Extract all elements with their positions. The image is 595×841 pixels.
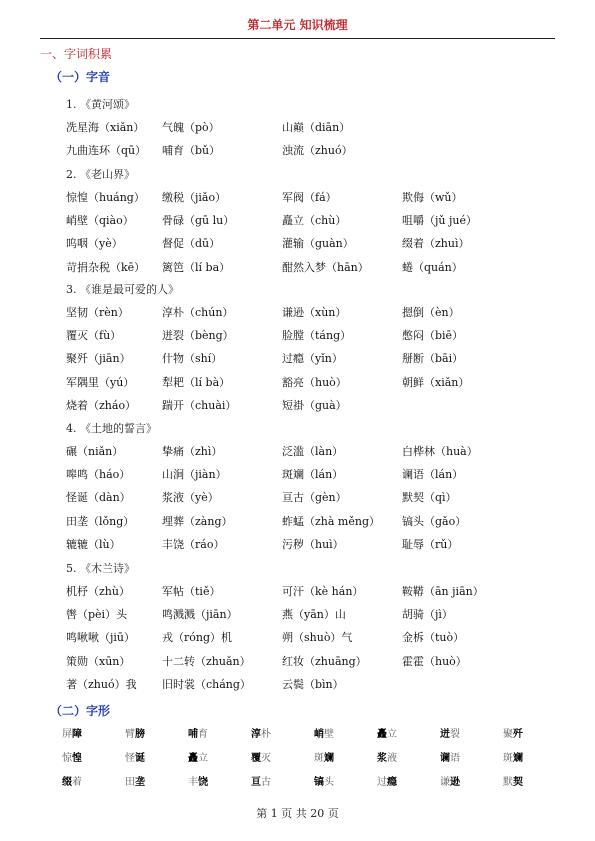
- word-plain-part: 语: [450, 753, 460, 764]
- word-entry: 朔（shuò）气: [282, 631, 353, 645]
- word-entry: 默契（qì）: [402, 491, 457, 505]
- character-form-word: [125, 749, 145, 764]
- character-form-word: [314, 749, 334, 764]
- word-entry: 九曲连环（qū）: [66, 144, 147, 158]
- word-plain-part: 斑: [314, 753, 324, 764]
- word-entry: 亘古（gèn）: [282, 491, 347, 505]
- word-entry: 胡骑（jì）: [402, 608, 453, 622]
- word-key-character: 障: [72, 729, 82, 740]
- word-key-character: 峭: [314, 729, 324, 740]
- word-entry: 咀嚼（jǔ jué）: [402, 214, 477, 228]
- word-entry: 田垄（lǒng）: [66, 514, 135, 528]
- word-key-character: 惶: [72, 753, 82, 764]
- word-entry: 戎（róng）机: [162, 631, 233, 645]
- word-entry: 过瘾（yǐn）: [282, 352, 343, 366]
- word-key-character: 亘: [251, 777, 261, 788]
- word-entry: 骨碌（gū lu）: [162, 214, 235, 228]
- character-form-word: [251, 725, 271, 740]
- word-entry: 迸裂（bèng）: [162, 329, 234, 343]
- page-header: [40, 12, 555, 39]
- character-form-word: [62, 725, 82, 740]
- subsection-title-character-forms: （二）字形: [50, 704, 111, 718]
- word-entry: 军阀（fá）: [282, 191, 337, 204]
- word-entry: 脸膛（táng）: [282, 329, 352, 343]
- word-key-character: 覆: [251, 753, 261, 764]
- character-form-word: [251, 773, 271, 788]
- word-key-character: 斓: [324, 753, 334, 764]
- word-entry: 蜷（quán）: [402, 260, 463, 274]
- word-key-character: 饶: [198, 777, 208, 788]
- word-entry: 耻辱（rǔ）: [402, 537, 459, 551]
- word-entry: 丰饶（ráo）: [162, 537, 225, 551]
- word-key-character: 矗: [377, 729, 387, 740]
- word-plain-part: 灭: [261, 753, 271, 764]
- word-entry: 冼星海（xiǎn）: [66, 121, 145, 134]
- word-entry: 峭壁（qiào）: [66, 214, 134, 228]
- word-plain-part: 裂: [450, 729, 460, 740]
- character-form-word: [440, 749, 460, 764]
- word-entry: 什物（shí）: [162, 352, 223, 366]
- word-plain-part: 聚: [503, 729, 513, 740]
- word-entry: 污秽（huì）: [282, 537, 344, 551]
- word-entry: 浊流（zhuó）: [282, 144, 353, 158]
- word-key-character: 矗: [188, 753, 198, 764]
- word-key-character: 迸: [440, 729, 450, 740]
- character-form-word: [125, 725, 145, 740]
- character-form-row: [62, 749, 532, 767]
- word-plain-part: 着: [72, 777, 82, 788]
- word-entry: 掰断（bāi）: [402, 352, 464, 366]
- word-plain-part: 屏: [62, 729, 72, 740]
- word-entry: 辘辘（lù）: [66, 537, 121, 551]
- word-plain-part: 默: [503, 777, 513, 788]
- word-entry: 山巅（diān）: [282, 121, 351, 134]
- word-entry: 缴税（jiǎo）: [162, 191, 227, 204]
- word-entry: 憋闷（biē）: [402, 329, 464, 343]
- word-entry: 霍霍（huò）: [402, 654, 467, 668]
- word-plain-part: 怪: [125, 753, 135, 764]
- character-form-word: [62, 773, 82, 788]
- word-entry: 朝鲜（xiǎn）: [402, 375, 470, 389]
- character-form-word: [440, 725, 460, 740]
- character-form-word: [62, 749, 82, 764]
- word-entry: 酣然入梦（hān）: [282, 260, 369, 274]
- word-plain-part: 液: [387, 753, 397, 764]
- word-entry: 苛捐杂税（kē）: [66, 260, 146, 274]
- character-form-word: [503, 749, 523, 764]
- word-entry: 燕（yān）山: [282, 608, 346, 622]
- page-footer: 第 1 页 共 20 页: [256, 807, 339, 820]
- character-form-word: [440, 773, 460, 788]
- character-form-word: [377, 725, 397, 740]
- page-title: 第二单元 知识梳理: [247, 18, 348, 32]
- word-entry: 气魄（pò）: [162, 121, 220, 134]
- word-entry: 烧着（zháo）: [66, 398, 137, 412]
- word-entry: 军隅里（yú）: [66, 375, 135, 389]
- word-entry: 山涧（jiàn）: [162, 468, 227, 482]
- word-entry: 金柝（tuò）: [402, 631, 465, 645]
- character-form-row: [62, 725, 532, 743]
- character-form-word: [377, 773, 397, 788]
- word-entry: 云鬓（bìn）: [282, 677, 344, 691]
- word-plain-part: 田: [125, 777, 135, 788]
- word-plain-part: 谦: [440, 777, 450, 788]
- word-plain-part: 丰: [188, 777, 198, 788]
- word-entry: 斑斓（lán）: [282, 468, 344, 482]
- character-form-row: [62, 773, 532, 791]
- word-entry: 十二转（zhuǎn）: [162, 654, 251, 668]
- word-plain-part: 斑: [503, 753, 513, 764]
- word-entry: 鸣啾啾（jiū）: [66, 631, 136, 645]
- word-entry: 呜咽（yè）: [66, 237, 123, 251]
- word-entry: 挚痛（zhì）: [162, 445, 223, 458]
- word-key-character: 歼: [513, 729, 523, 740]
- lesson-title: 2. 《老山界》: [66, 168, 135, 181]
- word-entry: 篱笆（lí ba）: [162, 260, 231, 274]
- word-entry: 策勋（xūn）: [66, 654, 131, 668]
- character-form-word: [188, 725, 208, 740]
- word-key-character: 逊: [450, 777, 460, 788]
- word-entry: 短褂（guà）: [282, 398, 347, 412]
- word-entry: 镐头（gǎo）: [402, 514, 467, 528]
- word-plain-part: 立: [198, 753, 208, 764]
- word-entry: 旧时裳（cháng）: [162, 677, 251, 691]
- word-entry: 踹开（chuài）: [162, 398, 237, 412]
- word-entry: 惊惶（huáng）: [66, 191, 145, 204]
- character-form-word: [503, 773, 523, 788]
- word-key-character: 淳: [251, 729, 261, 740]
- character-form-word: [251, 749, 271, 764]
- word-entry: 欺侮（wǔ）: [402, 191, 463, 204]
- word-entry: 鞍鞯（ān jiān）: [402, 585, 484, 598]
- word-entry: 坚韧（rèn）: [66, 306, 129, 319]
- word-entry: 灌输（guàn）: [282, 237, 354, 251]
- word-entry: 碾（niǎn）: [66, 445, 124, 458]
- word-plain-part: 壁: [324, 729, 334, 740]
- word-plain-part: 朴: [261, 729, 271, 740]
- character-form-word: [377, 749, 397, 764]
- word-entry: 埋葬（zàng）: [162, 514, 233, 528]
- word-entry: 军帖（tiě）: [162, 585, 221, 598]
- word-key-character: 谰: [440, 753, 450, 764]
- word-key-character: 膀: [135, 729, 145, 740]
- word-entry: 摁倒（èn）: [402, 306, 460, 319]
- lesson-title: 1. 《黄河颂》: [66, 98, 135, 111]
- word-entry: 聚歼（jiān）: [66, 352, 131, 366]
- word-entry: 矗立（chù）: [282, 214, 347, 228]
- lesson-title: 5. 《木兰诗》: [66, 562, 135, 575]
- character-form-word: [125, 773, 145, 788]
- word-entry: 可汗（kè hán）: [282, 585, 364, 598]
- word-key-character: 镐: [314, 777, 324, 788]
- word-entry: 机杼（zhù）: [66, 585, 130, 598]
- subsection-title-pronunciation: （一）字音: [50, 70, 111, 84]
- word-entry: 著（zhuó）我: [66, 677, 137, 691]
- word-plain-part: 惊: [62, 753, 72, 764]
- word-entry: 鸣溅溅（jiān）: [162, 608, 238, 622]
- word-plain-part: 育: [198, 729, 208, 740]
- word-entry: 红妆（zhuāng）: [282, 654, 367, 668]
- character-form-word: [314, 773, 334, 788]
- word-entry: 犁耙（lí bà）: [162, 375, 231, 389]
- word-key-character: 缀: [62, 777, 72, 788]
- lesson-title: 3. 《谁是最可爱的人》: [66, 283, 179, 296]
- word-entry: 豁亮（huò）: [282, 375, 347, 389]
- word-entry: 淳朴（chún）: [162, 306, 234, 319]
- character-form-word: [188, 773, 208, 788]
- character-form-word: [314, 725, 334, 740]
- word-entry: 怪诞（dàn）: [66, 491, 131, 505]
- word-entry: 督促（dū）: [162, 237, 221, 251]
- word-entry: 白桦林（huà）: [402, 445, 478, 458]
- word-entry: 缀着（zhuì）: [402, 237, 470, 251]
- lesson-title: 4. 《土地的誓言》: [66, 422, 157, 435]
- character-form-word: [503, 725, 523, 740]
- word-plain-part: 古: [261, 777, 271, 788]
- word-plain-part: 臂: [125, 729, 135, 740]
- word-key-character: 斓: [513, 753, 523, 764]
- word-entry: 蚱蜢（zhà měng）: [282, 514, 381, 528]
- word-plain-part: 立: [387, 729, 397, 740]
- word-plain-part: 头: [324, 777, 334, 788]
- section-title-vocabulary: 一、字词积累: [40, 47, 113, 61]
- word-entry: 泛滥（làn）: [282, 445, 344, 458]
- word-key-character: 瘾: [387, 777, 397, 788]
- character-form-word: [188, 749, 208, 764]
- word-key-character: 垄: [135, 777, 145, 788]
- word-entry: 嗥鸣（háo）: [66, 468, 131, 482]
- word-entry: 覆灭（fù）: [66, 329, 122, 343]
- word-entry: 谰语（lán）: [402, 468, 464, 482]
- word-key-character: 契: [513, 777, 523, 788]
- word-entry: 哺育（bǔ）: [162, 144, 221, 158]
- word-entry: 辔（pèi）头: [66, 608, 128, 622]
- word-key-character: 哺: [188, 729, 198, 740]
- word-plain-part: 过: [377, 777, 387, 788]
- word-key-character: 浆: [377, 753, 387, 764]
- word-entry: 谦逊（xùn）: [282, 306, 347, 319]
- word-entry: 浆液（yè）: [162, 491, 219, 505]
- word-key-character: 诞: [135, 753, 145, 764]
